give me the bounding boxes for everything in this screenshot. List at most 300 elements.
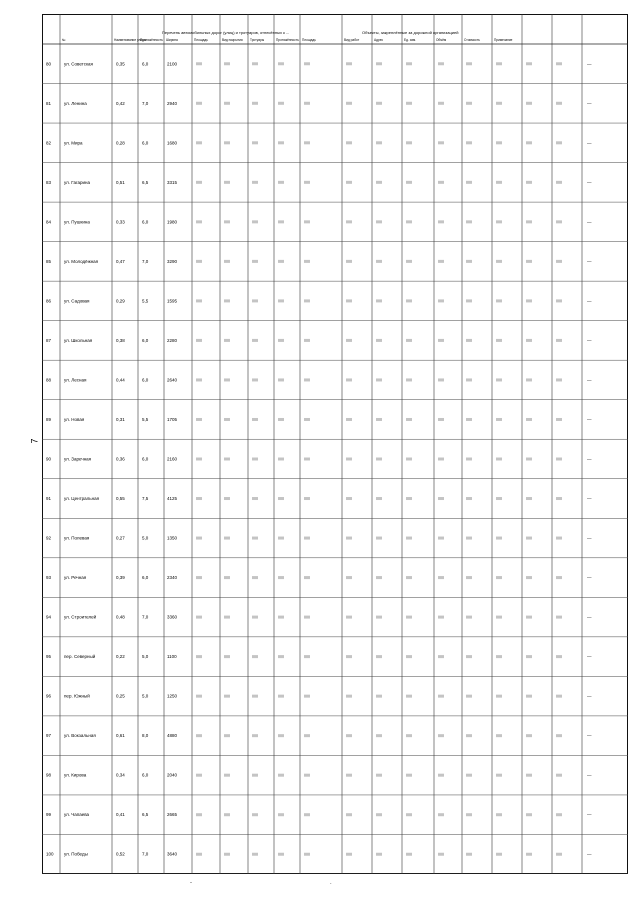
cell-mark xyxy=(496,378,502,381)
cell-mark xyxy=(496,537,502,540)
row-street-name: ул. Садовая xyxy=(64,298,90,304)
row-area: 2100 xyxy=(167,61,178,67)
row-area: 2665 xyxy=(167,812,178,818)
row-note: — xyxy=(587,535,592,541)
cell-mark xyxy=(496,853,502,856)
cell-mark xyxy=(376,220,382,223)
row-area: 1350 xyxy=(167,535,178,541)
cell-mark xyxy=(304,537,310,540)
row-width: 7,5 xyxy=(142,496,149,502)
row-number: 90 xyxy=(46,456,52,462)
cell-mark xyxy=(252,260,258,263)
cell-mark xyxy=(376,418,382,421)
row-length: 0,47 xyxy=(116,258,125,264)
cell-mark xyxy=(376,181,382,184)
column-header: № xyxy=(62,38,66,42)
row-street-name: ул. Заречная xyxy=(64,456,92,462)
row-length: 0,51 xyxy=(116,179,125,185)
cell-mark xyxy=(224,576,230,579)
row-length: 0,28 xyxy=(116,140,125,146)
row-width: 5,5 xyxy=(142,298,149,304)
cell-mark xyxy=(466,458,472,461)
cell-mark xyxy=(252,339,258,342)
table-border xyxy=(43,15,628,874)
row-number: 88 xyxy=(46,377,52,383)
row-note: — xyxy=(587,100,592,106)
row-length: 0,52 xyxy=(116,851,125,857)
cell-mark xyxy=(278,339,284,342)
cell-mark xyxy=(224,102,230,105)
cell-mark xyxy=(196,378,202,381)
cell-mark xyxy=(196,655,202,658)
row-number: 81 xyxy=(46,100,52,106)
cell-mark xyxy=(252,537,258,540)
row-length: 0,55 xyxy=(116,496,125,502)
row-area: 3315 xyxy=(167,179,178,185)
cell-mark xyxy=(556,616,562,619)
row-street-name: ул. Молодёжная xyxy=(64,258,99,264)
row-area: 4880 xyxy=(167,733,178,739)
cell-mark xyxy=(346,141,352,144)
cell-mark xyxy=(196,181,202,184)
row-width: 5,0 xyxy=(142,693,149,699)
row-length: 0,42 xyxy=(116,100,125,106)
cell-mark xyxy=(496,458,502,461)
cell-mark xyxy=(196,260,202,263)
cell-mark xyxy=(376,655,382,658)
cell-mark xyxy=(556,734,562,737)
cell-mark xyxy=(346,102,352,105)
row-area: 1100 xyxy=(167,654,177,660)
cell-mark xyxy=(438,853,444,856)
cell-mark xyxy=(278,181,284,184)
cell-mark xyxy=(406,181,412,184)
cell-mark xyxy=(346,695,352,698)
cell-mark xyxy=(304,141,310,144)
cell-mark xyxy=(252,220,258,223)
cell-mark xyxy=(556,774,562,777)
cell-mark xyxy=(466,62,472,65)
cell-mark xyxy=(224,853,230,856)
cell-mark xyxy=(466,655,472,658)
cell-mark xyxy=(304,576,310,579)
cell-mark xyxy=(346,655,352,658)
cell-mark xyxy=(496,695,502,698)
cell-mark xyxy=(196,695,202,698)
cell-mark xyxy=(526,497,532,500)
row-street-name: ул. Мира xyxy=(64,140,83,146)
cell-mark xyxy=(466,220,472,223)
row-street-name: ул. Пушкина xyxy=(64,219,90,225)
cell-mark xyxy=(406,576,412,579)
cell-mark xyxy=(526,537,532,540)
cell-mark xyxy=(526,734,532,737)
cell-mark xyxy=(438,695,444,698)
row-note: — xyxy=(587,179,592,185)
cell-mark xyxy=(406,458,412,461)
cell-mark xyxy=(278,655,284,658)
cell-mark xyxy=(438,418,444,421)
cell-mark xyxy=(278,458,284,461)
cell-mark xyxy=(556,299,562,302)
cell-mark xyxy=(376,299,382,302)
cell-mark xyxy=(278,537,284,540)
cell-mark xyxy=(556,260,562,263)
cell-mark xyxy=(526,378,532,381)
cell-mark xyxy=(196,576,202,579)
cell-mark xyxy=(304,616,310,619)
cell-mark xyxy=(196,141,202,144)
row-width: 5,5 xyxy=(142,416,149,422)
cell-mark xyxy=(278,260,284,263)
cell-mark xyxy=(406,299,412,302)
row-length: 0,25 xyxy=(116,693,125,699)
cell-mark xyxy=(376,378,382,381)
cell-mark xyxy=(304,102,310,105)
row-number: 98 xyxy=(46,772,52,778)
row-note: — xyxy=(587,140,592,146)
cell-mark xyxy=(252,734,258,737)
cell-mark xyxy=(406,378,412,381)
cell-mark xyxy=(526,299,532,302)
row-area: 1980 xyxy=(167,219,178,225)
cell-mark xyxy=(224,655,230,658)
cell-mark xyxy=(466,537,472,540)
row-street-name: ул. Кирова xyxy=(64,772,87,778)
row-length: 0,34 xyxy=(116,772,125,778)
cell-mark xyxy=(224,813,230,816)
cell-mark xyxy=(556,141,562,144)
column-header: Объём xyxy=(436,38,447,42)
row-street-name: ул. Речная xyxy=(64,575,87,581)
cell-mark xyxy=(224,141,230,144)
cell-mark xyxy=(376,734,382,737)
cell-mark xyxy=(438,102,444,105)
cell-mark xyxy=(406,813,412,816)
row-number: 97 xyxy=(46,733,52,739)
cell-mark xyxy=(466,734,472,737)
cell-mark xyxy=(438,576,444,579)
row-street-name: ул. Победы xyxy=(64,851,88,857)
cell-mark xyxy=(406,537,412,540)
cell-mark xyxy=(406,62,412,65)
cell-mark xyxy=(438,62,444,65)
cell-mark xyxy=(496,299,502,302)
cell-mark xyxy=(466,616,472,619)
row-number: 83 xyxy=(46,179,52,185)
cell-mark xyxy=(252,853,258,856)
cell-mark xyxy=(496,141,502,144)
row-width: 8,0 xyxy=(142,733,149,739)
cell-mark xyxy=(406,220,412,223)
cell-mark xyxy=(376,102,382,105)
cell-mark xyxy=(304,853,310,856)
row-length: 0,22 xyxy=(116,654,125,660)
row-note: — xyxy=(587,416,592,422)
row-length: 0,29 xyxy=(116,298,125,304)
row-width: 6,0 xyxy=(142,456,149,462)
cell-mark xyxy=(252,695,258,698)
cell-mark xyxy=(278,418,284,421)
cell-mark xyxy=(278,220,284,223)
cell-mark xyxy=(304,418,310,421)
row-number: 93 xyxy=(46,575,52,581)
row-number: 95 xyxy=(46,654,52,660)
row-number: 94 xyxy=(46,614,52,620)
row-area: 2640 xyxy=(167,377,178,383)
row-note: — xyxy=(587,851,592,857)
cell-mark xyxy=(438,220,444,223)
cell-mark xyxy=(346,418,352,421)
cell-mark xyxy=(196,458,202,461)
cell-mark xyxy=(304,734,310,737)
cell-mark xyxy=(406,102,412,105)
cell-mark xyxy=(438,774,444,777)
cell-mark xyxy=(496,339,502,342)
cell-mark xyxy=(406,497,412,500)
cell-mark xyxy=(304,497,310,500)
cell-mark xyxy=(556,378,562,381)
cell-mark xyxy=(496,497,502,500)
cell-mark xyxy=(346,299,352,302)
row-number: 99 xyxy=(46,812,52,818)
cell-mark xyxy=(224,220,230,223)
cell-mark xyxy=(224,774,230,777)
cell-mark xyxy=(496,774,502,777)
row-width: 7,0 xyxy=(142,614,149,620)
cell-mark xyxy=(376,616,382,619)
cell-mark xyxy=(224,497,230,500)
row-note: — xyxy=(587,575,592,581)
column-header: Ед. изм. xyxy=(404,38,417,42)
cell-mark xyxy=(304,181,310,184)
cell-mark xyxy=(526,813,532,816)
row-length: 0,38 xyxy=(116,337,125,343)
cell-mark xyxy=(196,62,202,65)
row-area: 2160 xyxy=(167,456,178,462)
cell-mark xyxy=(466,497,472,500)
row-area: 2040 xyxy=(167,772,178,778)
column-header: Тротуары xyxy=(250,38,265,42)
column-header: Площадь xyxy=(302,38,316,42)
cell-mark xyxy=(496,260,502,263)
cell-mark xyxy=(496,576,502,579)
cell-mark xyxy=(252,576,258,579)
header-group-left: Перечень автомобильных дорог (улиц) и тротуаров, отнесённых к ... xyxy=(162,30,290,35)
cell-mark xyxy=(376,537,382,540)
row-area: 1680 xyxy=(167,140,178,146)
cell-mark xyxy=(556,62,562,65)
cell-mark xyxy=(438,181,444,184)
cell-mark xyxy=(406,695,412,698)
cell-mark xyxy=(196,497,202,500)
cell-mark xyxy=(346,260,352,263)
cell-mark xyxy=(304,813,310,816)
row-street-name: ул. Лесная xyxy=(64,377,87,383)
column-header: Протяжённость xyxy=(276,38,299,42)
row-street-name: ул. Строителей xyxy=(64,614,97,620)
cell-mark xyxy=(224,734,230,737)
cell-mark xyxy=(346,378,352,381)
cell-mark xyxy=(466,853,472,856)
cell-mark xyxy=(252,497,258,500)
cell-mark xyxy=(252,616,258,619)
row-street-name: ул. Советская xyxy=(64,61,93,67)
cell-mark xyxy=(252,181,258,184)
row-area: 1595 xyxy=(167,298,178,304)
cell-mark xyxy=(526,418,532,421)
row-width: 6,5 xyxy=(142,812,149,818)
row-width: 7,0 xyxy=(142,100,149,106)
cell-mark xyxy=(526,102,532,105)
cell-mark xyxy=(438,655,444,658)
row-note: — xyxy=(587,812,592,818)
row-street-name: ул. Вокзальная xyxy=(64,733,96,739)
cell-mark xyxy=(406,260,412,263)
row-street-name: ул. Новая xyxy=(64,416,85,422)
cell-mark xyxy=(252,141,258,144)
cell-mark xyxy=(278,813,284,816)
cell-mark xyxy=(406,734,412,737)
cell-mark xyxy=(406,141,412,144)
cell-mark xyxy=(304,62,310,65)
cell-mark xyxy=(438,537,444,540)
row-length: 0,41 xyxy=(116,812,125,818)
cell-mark xyxy=(406,616,412,619)
cell-mark xyxy=(252,378,258,381)
cell-mark xyxy=(252,102,258,105)
row-number: 85 xyxy=(46,258,52,264)
cell-mark xyxy=(556,537,562,540)
row-note: — xyxy=(587,337,592,343)
cell-mark xyxy=(466,813,472,816)
row-width: 7,0 xyxy=(142,258,149,264)
cell-mark xyxy=(376,853,382,856)
column-header: Адрес xyxy=(374,38,384,42)
cell-mark xyxy=(438,260,444,263)
row-note: — xyxy=(587,377,592,383)
row-note: — xyxy=(587,693,592,699)
cell-mark xyxy=(466,774,472,777)
cell-mark xyxy=(496,813,502,816)
row-area: 2280 xyxy=(167,337,178,343)
cell-mark xyxy=(466,339,472,342)
row-area: 3360 xyxy=(167,614,178,620)
cell-mark xyxy=(252,418,258,421)
cell-mark xyxy=(526,339,532,342)
cell-mark xyxy=(376,62,382,65)
cell-mark xyxy=(196,813,202,816)
cell-mark xyxy=(278,299,284,302)
cell-mark xyxy=(556,181,562,184)
row-width: 7,0 xyxy=(142,851,149,857)
row-width: 6,0 xyxy=(142,337,149,343)
cell-mark xyxy=(346,497,352,500)
cell-mark xyxy=(526,260,532,263)
cell-mark xyxy=(466,299,472,302)
cell-mark xyxy=(196,102,202,105)
cell-mark xyxy=(252,774,258,777)
row-area: 1250 xyxy=(167,693,178,699)
column-header: Ширина xyxy=(166,38,178,42)
cell-mark xyxy=(346,537,352,540)
row-number: 86 xyxy=(46,298,52,304)
cell-mark xyxy=(346,181,352,184)
cell-mark xyxy=(278,141,284,144)
header-group-right: Объекты, закреплённые за дорожной организацией xyxy=(362,30,459,35)
row-number: 82 xyxy=(46,140,52,146)
cell-mark xyxy=(556,813,562,816)
cell-mark xyxy=(406,774,412,777)
cell-mark xyxy=(278,497,284,500)
column-header: Стоимость xyxy=(464,38,480,42)
row-note: — xyxy=(587,733,592,739)
cell-mark xyxy=(304,378,310,381)
cell-mark xyxy=(526,655,532,658)
cell-mark xyxy=(556,418,562,421)
row-length: 0,36 xyxy=(116,456,125,462)
row-area: 4125 xyxy=(167,496,178,502)
cell-mark xyxy=(376,339,382,342)
row-width: 6,0 xyxy=(142,140,149,146)
cell-mark xyxy=(252,62,258,65)
row-street-name: пер. Южный xyxy=(64,693,90,699)
row-width: 5,0 xyxy=(142,535,149,541)
row-number: 84 xyxy=(46,219,52,225)
row-street-name: ул. Чапаева xyxy=(64,812,90,818)
row-length: 0,27 xyxy=(116,535,125,541)
cell-mark xyxy=(438,616,444,619)
cell-mark xyxy=(496,220,502,223)
row-number: 91 xyxy=(46,496,52,502)
cell-mark xyxy=(526,181,532,184)
cell-mark xyxy=(196,299,202,302)
cell-mark xyxy=(278,576,284,579)
row-area: 1705 xyxy=(167,416,178,422)
cell-mark xyxy=(278,616,284,619)
row-number: 96 xyxy=(46,693,52,699)
column-header: Наименование улицы xyxy=(114,38,147,42)
cell-mark xyxy=(556,220,562,223)
cell-mark xyxy=(466,418,472,421)
cell-mark xyxy=(304,299,310,302)
cell-mark xyxy=(278,853,284,856)
row-number: 89 xyxy=(46,416,52,422)
cell-mark xyxy=(376,695,382,698)
cell-mark xyxy=(466,378,472,381)
row-width: 6,0 xyxy=(142,219,149,225)
cell-mark xyxy=(346,220,352,223)
row-note: — xyxy=(587,654,592,660)
page-number: 7 xyxy=(29,438,40,444)
row-length: 0,44 xyxy=(116,377,125,383)
cell-mark xyxy=(496,418,502,421)
cell-mark xyxy=(196,220,202,223)
cell-mark xyxy=(224,260,230,263)
column-header: Вид покрытия xyxy=(222,38,243,42)
cell-mark xyxy=(556,458,562,461)
cell-mark xyxy=(252,813,258,816)
cell-mark xyxy=(496,655,502,658)
cell-mark xyxy=(224,62,230,65)
cell-mark xyxy=(196,734,202,737)
row-note: — xyxy=(587,496,592,502)
document-table xyxy=(42,14,628,874)
cell-mark xyxy=(556,655,562,658)
row-number: 100 xyxy=(46,851,54,857)
cell-mark xyxy=(438,734,444,737)
cell-mark xyxy=(346,458,352,461)
